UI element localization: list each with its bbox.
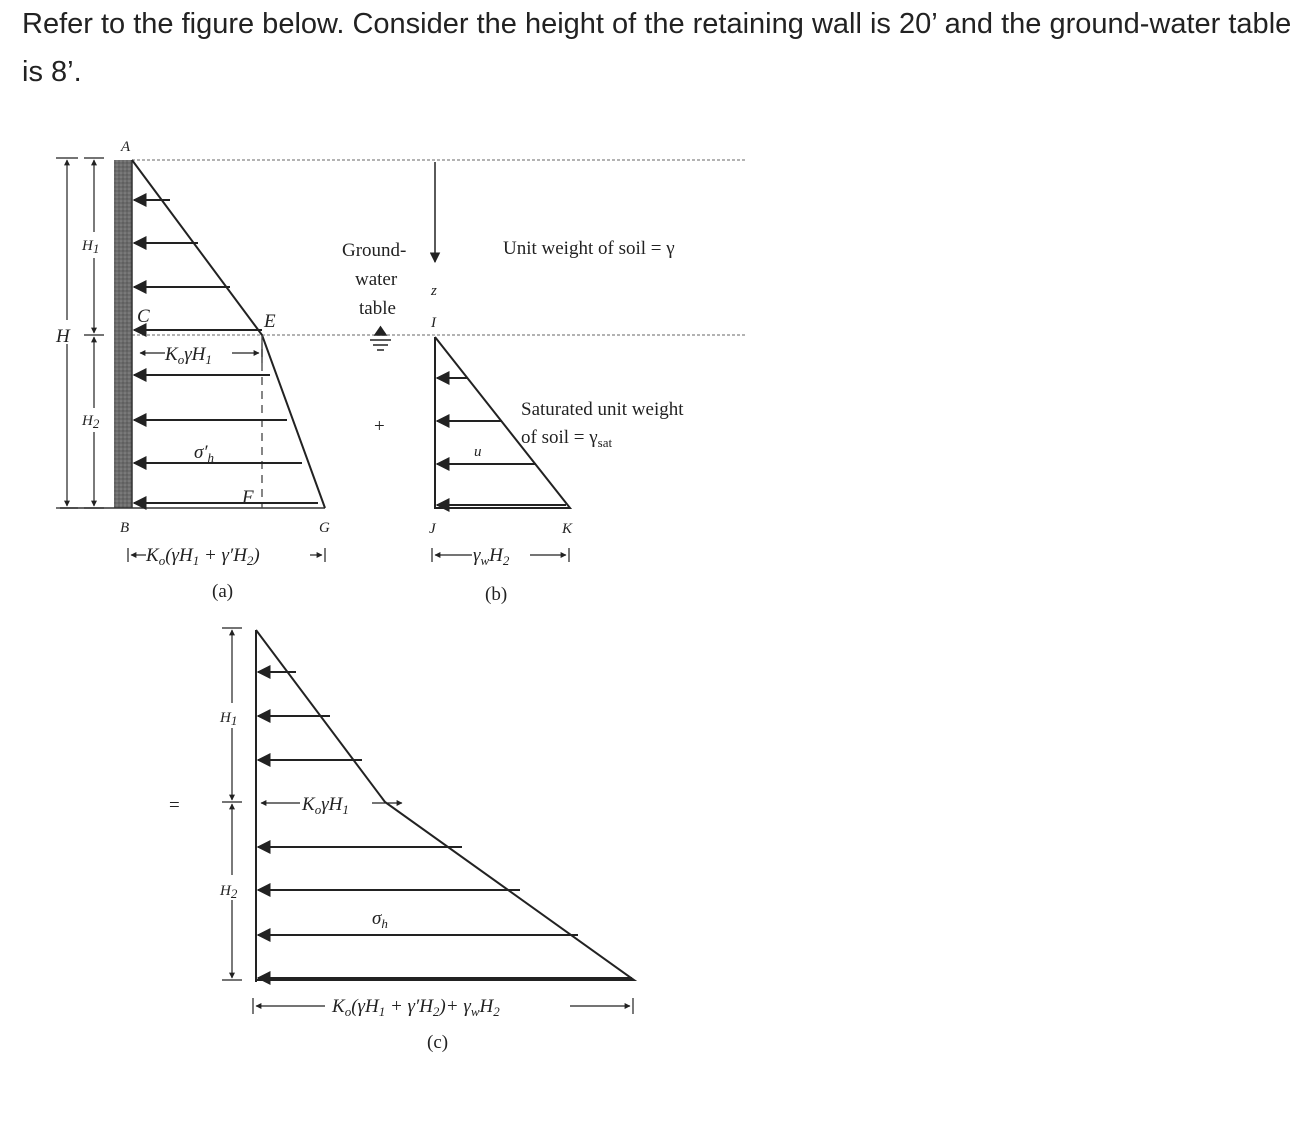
point-i: I [431, 315, 436, 331]
diagram-b [429, 162, 684, 605]
gwt-label-1: Ground- [342, 240, 407, 261]
diagram-a [55, 139, 745, 602]
bottom-label-c: $K_o(\gamma H_1 + \gamma'H_2)+ \gamma_wH_2$ [332, 996, 500, 1019]
ko-gamma-h1-label-c: $K_o\gamma H_1$ [302, 794, 349, 817]
point-k: K [562, 521, 573, 537]
saturated-label-1: Saturated unit weight [521, 399, 684, 420]
pressure-diagram-a-outline [132, 160, 325, 508]
retaining-wall [114, 160, 132, 508]
label-h2: H2 [82, 413, 100, 431]
caption-a: (a) [212, 581, 234, 602]
ko-gamma-h1-label-a: $K_o\gamma H_1$ [165, 344, 212, 367]
plus-sign: + [374, 416, 385, 437]
z-label: z [431, 283, 437, 299]
point-g: G [319, 520, 330, 536]
label-h: H [56, 326, 70, 347]
gwt-annotation [342, 240, 406, 437]
point-a: A [121, 139, 131, 155]
caption-c: (c) [427, 1032, 449, 1053]
pore-pressure-diagram [435, 337, 570, 508]
point-f: F [242, 487, 254, 508]
saturated-label-2: of soil = $\gamma_{sat}$ [521, 427, 613, 450]
gwt-label-2: water [355, 269, 398, 290]
bottom-label-b: $\gamma_wH_2$ [473, 545, 510, 568]
point-c: C [137, 306, 150, 327]
question-text: Refer to the figure below. Consider the height of the retaining wall is 20’ and the ground-water table is 8’. [22, 8, 1292, 88]
bottom-label-a: $K_o(\gamma H_1 + \gamma'H_2)$ [146, 545, 260, 568]
label-h1: H1 [82, 238, 100, 256]
point-b: B [120, 520, 130, 536]
u-label: u [474, 444, 482, 460]
diagram-c [169, 628, 634, 1053]
unit-weight-label: Unit weight of soil = γ [503, 238, 675, 259]
gwt-label-3: table [359, 298, 396, 319]
point-e: E [264, 311, 276, 332]
pressure-arrows-c [258, 672, 632, 978]
label-h1-c: H1 [220, 710, 238, 728]
height-dimensions-c [222, 628, 242, 980]
sigma-eff-label: $\sigma'_h$ [194, 442, 215, 465]
sigma-label: $\sigma_h$ [372, 908, 388, 931]
label-h2-c: H2 [220, 883, 238, 901]
caption-b: (b) [485, 584, 508, 605]
water-table-symbol-icon [370, 327, 391, 350]
point-j: J [429, 521, 436, 537]
pressure-arrows-a [134, 200, 318, 503]
equals-sign: = [169, 795, 180, 816]
